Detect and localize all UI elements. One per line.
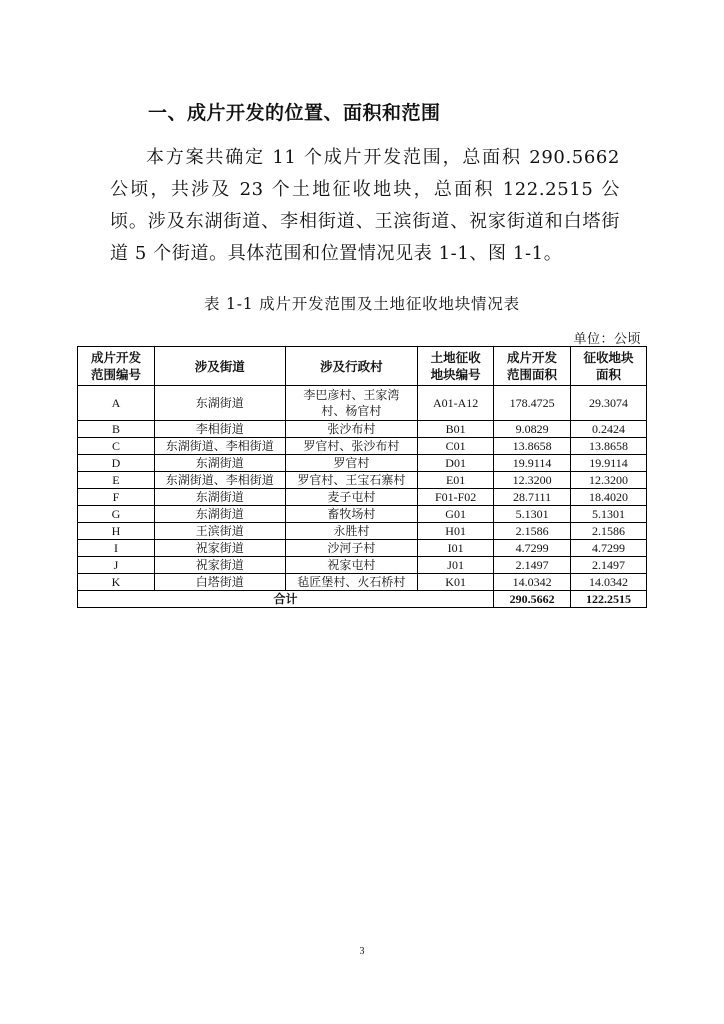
cell-range-id: F [78, 489, 155, 506]
cell-village: 罗官村 [285, 455, 418, 472]
table-row [78, 574, 647, 591]
page-number: 3 [359, 946, 365, 957]
cell-range-area: 12.3200 [494, 472, 571, 489]
cell-plot-area: 2.1586 [571, 523, 647, 540]
body-paragraph: 本方案共确定 11 个成片开发范围，总面积 290.5662 公顷，共涉及 23 个土地征收地块，总面积 122.2515 公顷。涉及东湖街道、李相街道、王滨街道、祝家街道和白塔街道 5 个街道。具体范围和位置情况见表 1-1、图 1-1。 [110, 147, 620, 264]
cell-range-id: J [78, 557, 155, 574]
table-total-row [78, 591, 647, 608]
cell-plot-id: A01-A12 [418, 386, 494, 421]
header-range-area: 成片开发范围面积 [494, 347, 571, 386]
cell-plot-id: D01 [418, 455, 494, 472]
cell-plot-area: 18.4020 [571, 489, 647, 506]
cell-range-area: 28.7111 [494, 489, 571, 506]
cell-street: 东湖街道、李相街道 [154, 438, 285, 455]
cell-village: 李巴彦村、王家湾村、杨官村 [285, 386, 418, 421]
cell-plot-area: 19.9114 [571, 455, 647, 472]
cell-village: 罗官村、王宝石寨村 [285, 472, 418, 489]
cell-range-id: H [78, 523, 155, 540]
cell-range-id: B [78, 421, 155, 438]
table-caption: 表 1-1 成片开发范围及土地征收地块情况表 [204, 295, 520, 313]
table-row [78, 557, 647, 574]
cell-range-area: 4.7299 [494, 540, 571, 557]
cell-village: 沙河子村 [285, 540, 418, 557]
header-village: 涉及行政村 [285, 347, 418, 386]
cell-plot-area: 0.2424 [571, 421, 647, 438]
table-row [78, 540, 647, 557]
table-row [78, 386, 647, 421]
cell-street: 东湖街道 [154, 386, 285, 421]
cell-range-area: 13.8658 [494, 438, 571, 455]
cell-range-id: I [78, 540, 155, 557]
cell-plot-id: E01 [418, 472, 494, 489]
cell-plot-area: 14.0342 [571, 574, 647, 591]
cell-village: 毡匠堡村、火石桥村 [285, 574, 418, 591]
table-row [78, 455, 647, 472]
cell-plot-area: 5.1301 [571, 506, 647, 523]
cell-street: 王滨街道 [154, 523, 285, 540]
cell-range-area: 19.9114 [494, 455, 571, 472]
cell-plot-area: 4.7299 [571, 540, 647, 557]
table-row [78, 438, 647, 455]
land-table [77, 346, 647, 608]
cell-plot-id: B01 [418, 421, 494, 438]
table-row [78, 523, 647, 540]
cell-street: 祝家街道 [154, 540, 285, 557]
cell-street: 祝家街道 [154, 557, 285, 574]
cell-range-id: G [78, 506, 155, 523]
total-label: 合计 [78, 591, 494, 608]
cell-plot-id: C01 [418, 438, 494, 455]
section-heading: 一、成片开发的位置、面积和范围 [148, 102, 441, 124]
unit-label: 单位：公顷 [573, 332, 641, 347]
table-row [78, 489, 647, 506]
cell-range-area: 178.4725 [494, 386, 571, 421]
cell-range-id: K [78, 574, 155, 591]
header-plot-id: 土地征收地块编号 [418, 347, 494, 386]
cell-village: 罗官村、张沙布村 [285, 438, 418, 455]
cell-range-area: 9.0829 [494, 421, 571, 438]
cell-plot-area: 13.8658 [571, 438, 647, 455]
cell-plot-id: J01 [418, 557, 494, 574]
cell-plot-id: F01-F02 [418, 489, 494, 506]
cell-range-area: 2.1497 [494, 557, 571, 574]
cell-range-id: E [78, 472, 155, 489]
table-row [78, 421, 647, 438]
table-row [78, 472, 647, 489]
cell-village: 祝家屯村 [285, 557, 418, 574]
cell-range-id: C [78, 438, 155, 455]
cell-street: 东湖街道 [154, 506, 285, 523]
cell-plot-id: G01 [418, 506, 494, 523]
cell-street: 东湖街道 [154, 489, 285, 506]
cell-range-area: 5.1301 [494, 506, 571, 523]
cell-village: 张沙布村 [285, 421, 418, 438]
cell-range-area: 2.1586 [494, 523, 571, 540]
header-plot-area: 征收地块面积 [571, 347, 647, 386]
cell-range-id: D [78, 455, 155, 472]
total-expropriation: 122.2515 [571, 591, 647, 608]
cell-range-area: 14.0342 [494, 574, 571, 591]
cell-plot-area: 29.3074 [571, 386, 647, 421]
total-area: 290.5662 [494, 591, 571, 608]
cell-street: 东湖街道 [154, 455, 285, 472]
header-range-id: 成片开发范围编号 [78, 347, 155, 386]
cell-street: 东湖街道、李相街道 [154, 472, 285, 489]
cell-village: 永胜村 [285, 523, 418, 540]
header-street: 涉及街道 [154, 347, 285, 386]
cell-village: 麦子屯村 [285, 489, 418, 506]
cell-street: 李相街道 [154, 421, 285, 438]
cell-street: 白塔街道 [154, 574, 285, 591]
cell-plot-area: 2.1497 [571, 557, 647, 574]
cell-plot-id: H01 [418, 523, 494, 540]
cell-village: 畜牧场村 [285, 506, 418, 523]
table-header-row [78, 347, 647, 386]
cell-plot-area: 12.3200 [571, 472, 647, 489]
cell-range-id: A [78, 386, 155, 421]
cell-plot-id: I01 [418, 540, 494, 557]
cell-plot-id: K01 [418, 574, 494, 591]
table-row [78, 506, 647, 523]
